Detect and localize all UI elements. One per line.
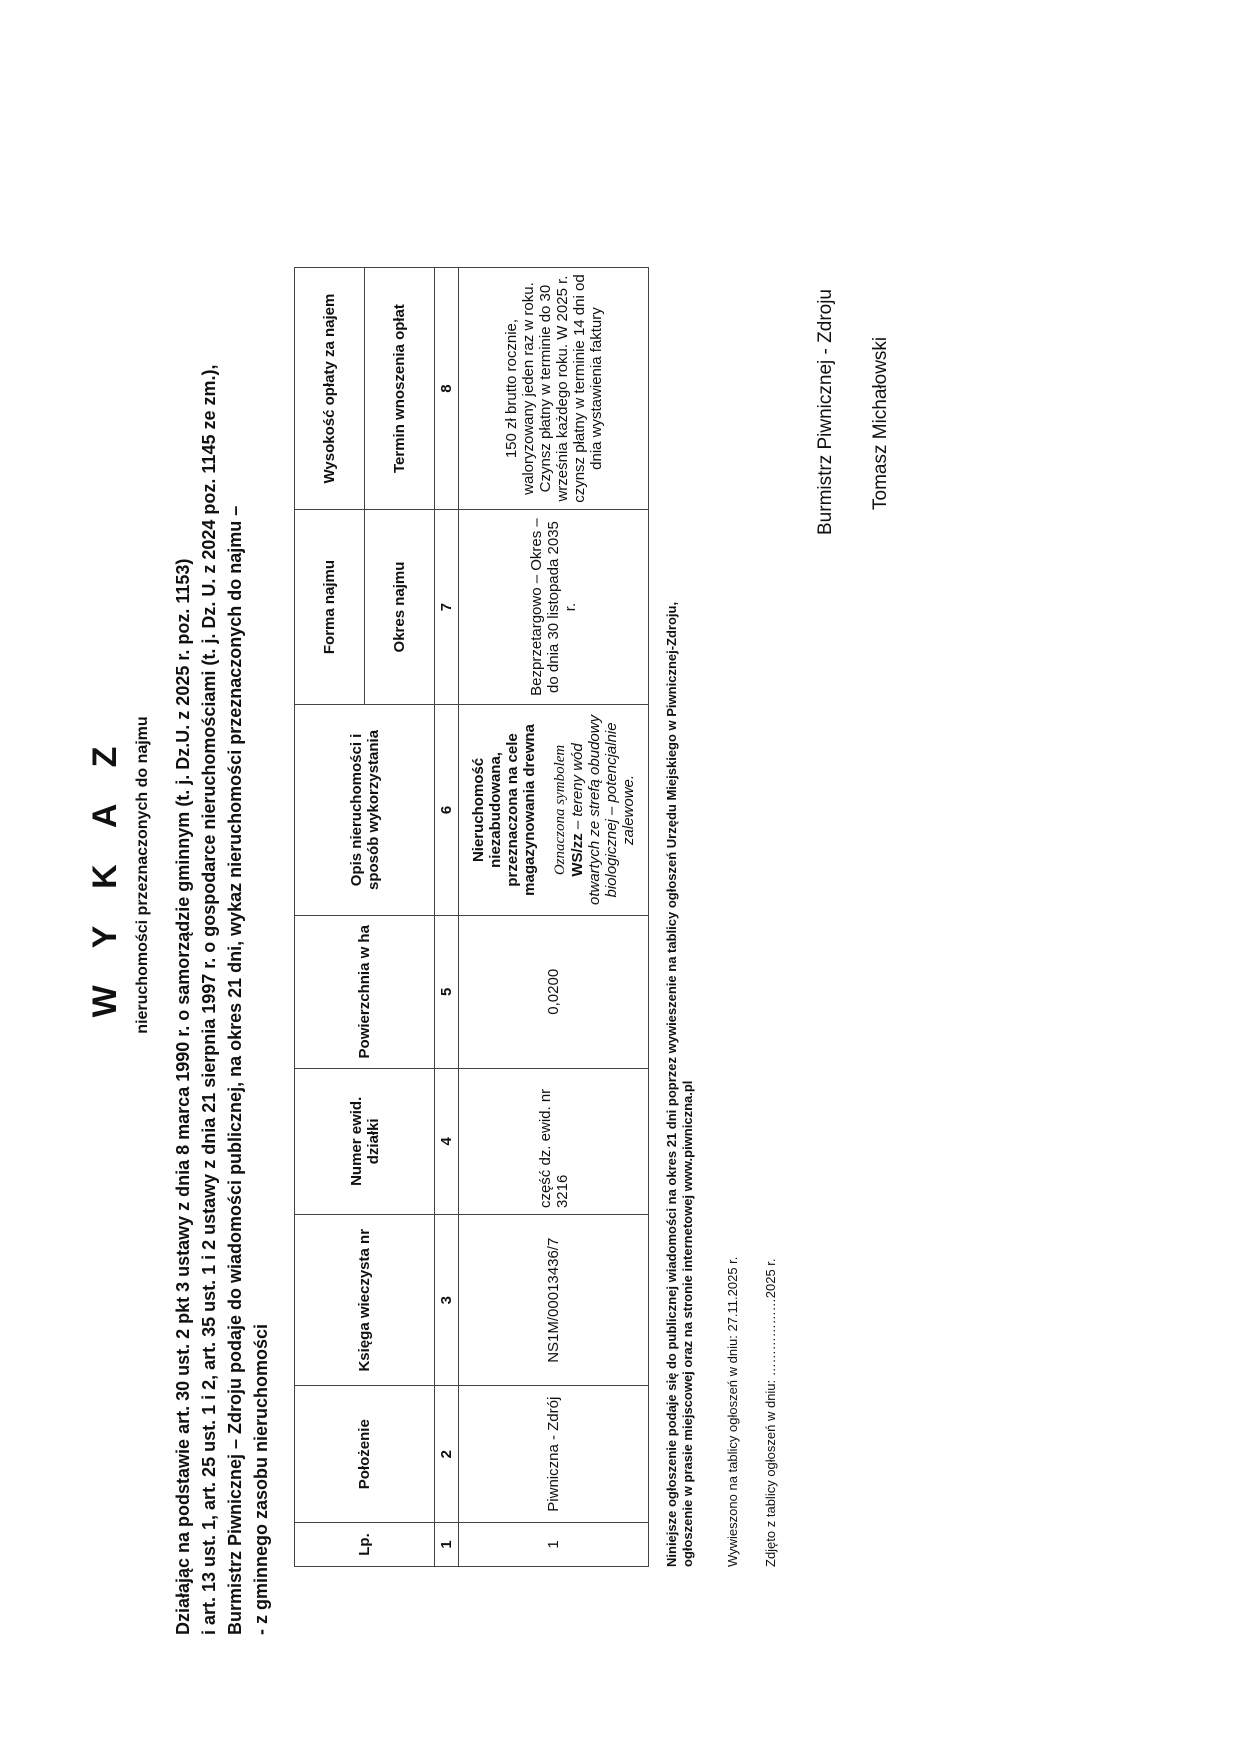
- header-lp: Lp.: [295, 1522, 435, 1566]
- page-subtitle: nieruchomości przeznaczonych do najmu: [134, 716, 151, 1034]
- cell-forma-okres: Bezprzetargowo – Okres – do dnia 30 listopada 2035 r.: [459, 510, 649, 705]
- table-row: [459, 268, 649, 1567]
- cell-numer: część dz. ewid. nr 3216: [459, 1068, 649, 1214]
- rotated-document: [86, 115, 1100, 1635]
- opis-main: Nieruchomość niezabudowana, przeznaczona na cele magazynowania drewna: [470, 724, 538, 896]
- intro-paragraph: [170, 195, 274, 1635]
- column-number: 4: [435, 1068, 459, 1214]
- column-number: 6: [435, 704, 459, 915]
- publication-note: [664, 267, 696, 1567]
- column-number-row: [435, 268, 459, 1567]
- header-numer: Numer ewid. działki: [295, 1068, 435, 1214]
- note-line-2: ogłoszenie w prasie miejscowej oraz na stronie internetowej www.piwniczna.pl: [680, 1080, 695, 1567]
- opis-symbol-line: [569, 711, 637, 909]
- header-opis: Opis nieruchomości i sposób wykorzystania: [295, 704, 435, 915]
- header-wysokosc: Wysokość opłaty za najem: [295, 268, 365, 510]
- cell-ksiega: NS1M/00013436/7: [459, 1215, 649, 1386]
- column-number: 5: [435, 915, 459, 1068]
- signature-name: Tomasz Michałowski: [870, 336, 891, 510]
- intro-line-1: Działając na podstawie art. 30 ust. 2 pkt 3 ustawy z dnia 8 marca 1990 r. o samorządzie gminnym (t. j. Dz.U. z 2025 r. poz. 1153): [173, 558, 193, 1635]
- column-number: 3: [435, 1215, 459, 1386]
- cell-polozenie: Piwniczna - Zdrój: [459, 1386, 649, 1523]
- header-forma: Forma najmu: [295, 510, 365, 705]
- intro-line-4: - z gminnego zasobu nieruchomości: [251, 1323, 271, 1635]
- removed-date: Zdjęto z tablicy ogłoszeń w dniu: ………………2025 r.: [763, 1258, 778, 1567]
- cell-powierzchnia: 0,0200: [459, 915, 649, 1068]
- cell-oplata: 150 zł brutto rocznie, waloryzowany jeden raz w roku. Czynsz płatny w terminie do 30 września każdego roku. W 2025 r. czynsz płatny w terminie 14 dni od dnia wystawienia faktury: [459, 268, 649, 510]
- opis-symbol: WS/zz: [569, 833, 586, 877]
- posted-date: Wywieszono na tablicy ogłoszeń w dniu: 27.11.2025 r.: [725, 1256, 740, 1567]
- header-ksiega: Księga wieczysta nr: [295, 1215, 435, 1386]
- header-polozenie: Położenie: [295, 1386, 435, 1523]
- table-header-row: [295, 268, 365, 1567]
- intro-line-3: Burmistrz Piwnicznej – Zdroju podaje do wiadomości publicznej, na okres 21 dni, wykaz nieruchomości przeznaczonych do najmu –: [225, 505, 245, 1635]
- opis-symbol-desc: – tereny wód otwartych ze strefą obudowy biologicznej – potencjalnie zalewowe.: [569, 714, 637, 905]
- column-number: 7: [435, 510, 459, 705]
- cell-lp: 1: [459, 1522, 649, 1566]
- intro-line-2: i art. 13 ust. 1, art. 25 ust. 1 i 2, art. 35 ust. 1 i 2 ustawy z dnia 21 sierpnia 1997 r. o gospodarce nieruchomościami (t. j. Dz. U. z 2024 poz. 1145 ze zm.),: [199, 364, 219, 1635]
- column-number: 8: [435, 268, 459, 510]
- opis-oznaczona: Oznaczona symbolem: [552, 744, 568, 876]
- cell-opis: [459, 704, 649, 915]
- column-number: 2: [435, 1386, 459, 1523]
- signature-role: Burmistrz Piwnicznej - Zdroju: [815, 289, 836, 535]
- page-title: W Y K A Z: [86, 732, 124, 1018]
- header-okres: Okres najmu: [365, 510, 435, 705]
- header-termin: Termin wnoszenia opłat: [365, 268, 435, 510]
- header-powierzchnia: Powierzchnia w ha: [295, 915, 435, 1068]
- property-table: [294, 267, 649, 1567]
- column-number: 1: [435, 1522, 459, 1566]
- note-line-1: Niniejsze ogłoszenie podaje się do publicznej wiadomości na okres 21 dni poprzez wywieszenie na tablicy ogłoszeń Urzędu Miejskiego w Piwnicznej-Zdroju,: [664, 601, 679, 1567]
